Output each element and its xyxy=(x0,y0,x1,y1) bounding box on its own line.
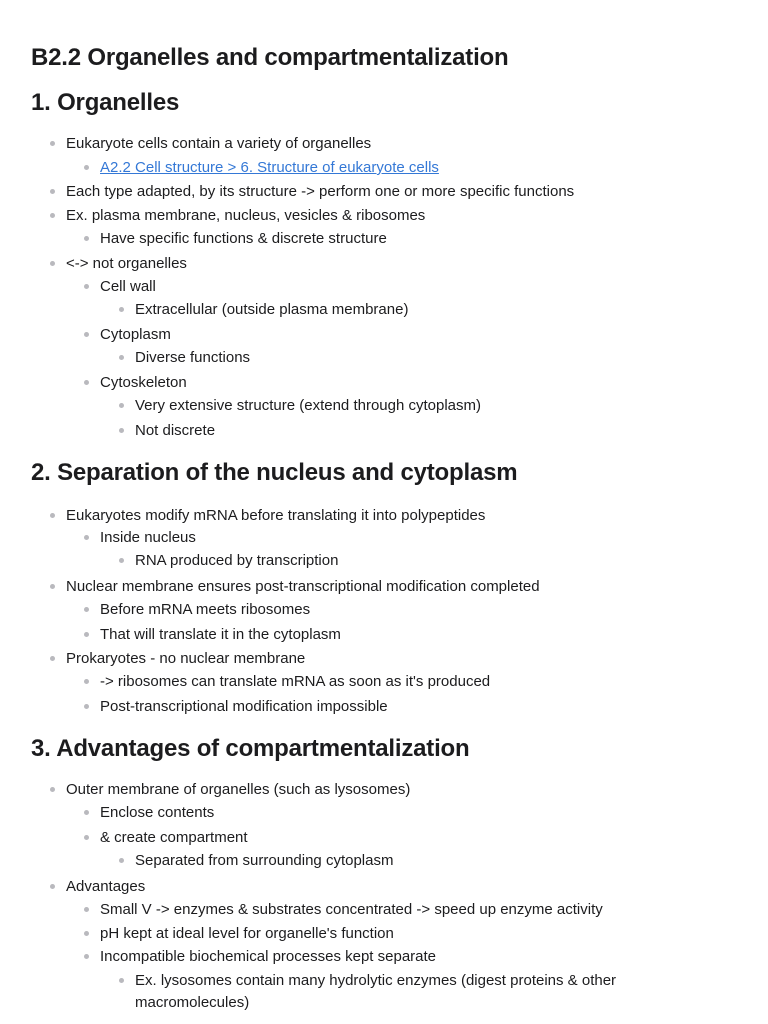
list-item: Incompatible biochemical processes kept separate xyxy=(100,947,436,967)
list-item: Very extensive structure (extend through cytoplasm) xyxy=(135,396,481,416)
list-item xyxy=(100,158,439,178)
list-item: & create compartment xyxy=(100,828,248,848)
bullet-icon xyxy=(119,978,124,983)
bullet-icon xyxy=(119,558,124,563)
bullet-icon xyxy=(50,213,55,218)
list-item: RNA produced by transcription xyxy=(135,551,338,571)
bullet-icon xyxy=(84,632,89,637)
list-item: Post-transcriptional modification impossible xyxy=(100,697,388,717)
list-item: Extracellular (outside plasma membrane) xyxy=(135,300,408,320)
bullet-icon xyxy=(84,704,89,709)
list-item: Separated from surrounding cytoplasm xyxy=(135,851,393,871)
list-item: Enclose contents xyxy=(100,803,214,823)
list-item: Advantages xyxy=(66,877,145,897)
list-item: Small V -> enzymes & substrates concentrated -> speed up enzyme activity xyxy=(100,900,603,920)
list-item: pH kept at ideal level for organelle's function xyxy=(100,924,394,944)
bullet-icon xyxy=(84,284,89,289)
bullet-icon xyxy=(84,607,89,612)
bullet-icon xyxy=(50,884,55,889)
section-heading-organelles: 1. Organelles xyxy=(31,89,180,116)
list-item: Eukaryotes modify mRNA before translating it into polypeptides xyxy=(66,506,485,526)
bullet-icon xyxy=(84,380,89,385)
bullet-icon xyxy=(84,535,89,540)
bullet-icon xyxy=(50,787,55,792)
list-item: Eukaryote cells contain a variety of organelles xyxy=(66,134,371,154)
bullet-icon xyxy=(84,679,89,684)
list-item: Have specific functions & discrete structure xyxy=(100,229,387,249)
list-item: Before mRNA meets ribosomes xyxy=(100,600,310,620)
section-heading-separation: 2. Separation of the nucleus and cytoplasm xyxy=(31,459,518,486)
document-title: B2.2 Organelles and compartmentalization xyxy=(31,44,509,71)
bullet-icon xyxy=(119,858,124,863)
list-item: Cytoskeleton xyxy=(100,373,187,393)
list-item: Outer membrane of organelles (such as lysosomes) xyxy=(66,780,410,800)
list-item: Prokaryotes - no nuclear membrane xyxy=(66,649,305,669)
bullet-icon xyxy=(84,165,89,170)
bullet-icon xyxy=(119,428,124,433)
bullet-icon xyxy=(84,810,89,815)
bullet-icon xyxy=(50,141,55,146)
bullet-icon xyxy=(119,307,124,312)
list-item: Inside nucleus xyxy=(100,528,196,548)
bullet-icon xyxy=(84,332,89,337)
bullet-icon xyxy=(84,236,89,241)
list-item: Not discrete xyxy=(135,421,215,441)
cross-reference-link[interactable]: A2.2 Cell structure > 6. Structure of eukaryote cells xyxy=(100,159,439,176)
bullet-icon xyxy=(50,584,55,589)
list-item-continuation: macromolecules) xyxy=(135,994,250,1011)
list-item: Cell wall xyxy=(100,277,156,297)
list-item: Cytoplasm xyxy=(100,325,171,345)
bullet-icon xyxy=(119,355,124,360)
list-item: That will translate it in the cytoplasm xyxy=(100,625,341,645)
list-item: -> ribosomes can translate mRNA as soon as it's produced xyxy=(100,672,490,692)
bullet-icon xyxy=(50,513,55,518)
bullet-icon xyxy=(50,261,55,266)
list-item: Nuclear membrane ensures post-transcriptional modification completed xyxy=(66,577,540,597)
bullet-icon xyxy=(50,656,55,661)
list-item: Ex. plasma membrane, nucleus, vesicles & ribosomes xyxy=(66,206,425,226)
bullet-icon xyxy=(84,931,89,936)
bullet-icon xyxy=(84,954,89,959)
list-item: <-> not organelles xyxy=(66,254,187,274)
bullet-icon xyxy=(84,907,89,912)
bullet-icon xyxy=(119,403,124,408)
list-item: Each type adapted, by its structure -> perform one or more specific functions xyxy=(66,182,574,202)
bullet-icon xyxy=(50,189,55,194)
bullet-icon xyxy=(84,835,89,840)
list-item: Ex. lysosomes contain many hydrolytic enzymes (digest proteins & other xyxy=(135,971,616,991)
list-item: Diverse functions xyxy=(135,348,250,368)
section-heading-advantages: 3. Advantages of compartmentalization xyxy=(31,735,470,762)
